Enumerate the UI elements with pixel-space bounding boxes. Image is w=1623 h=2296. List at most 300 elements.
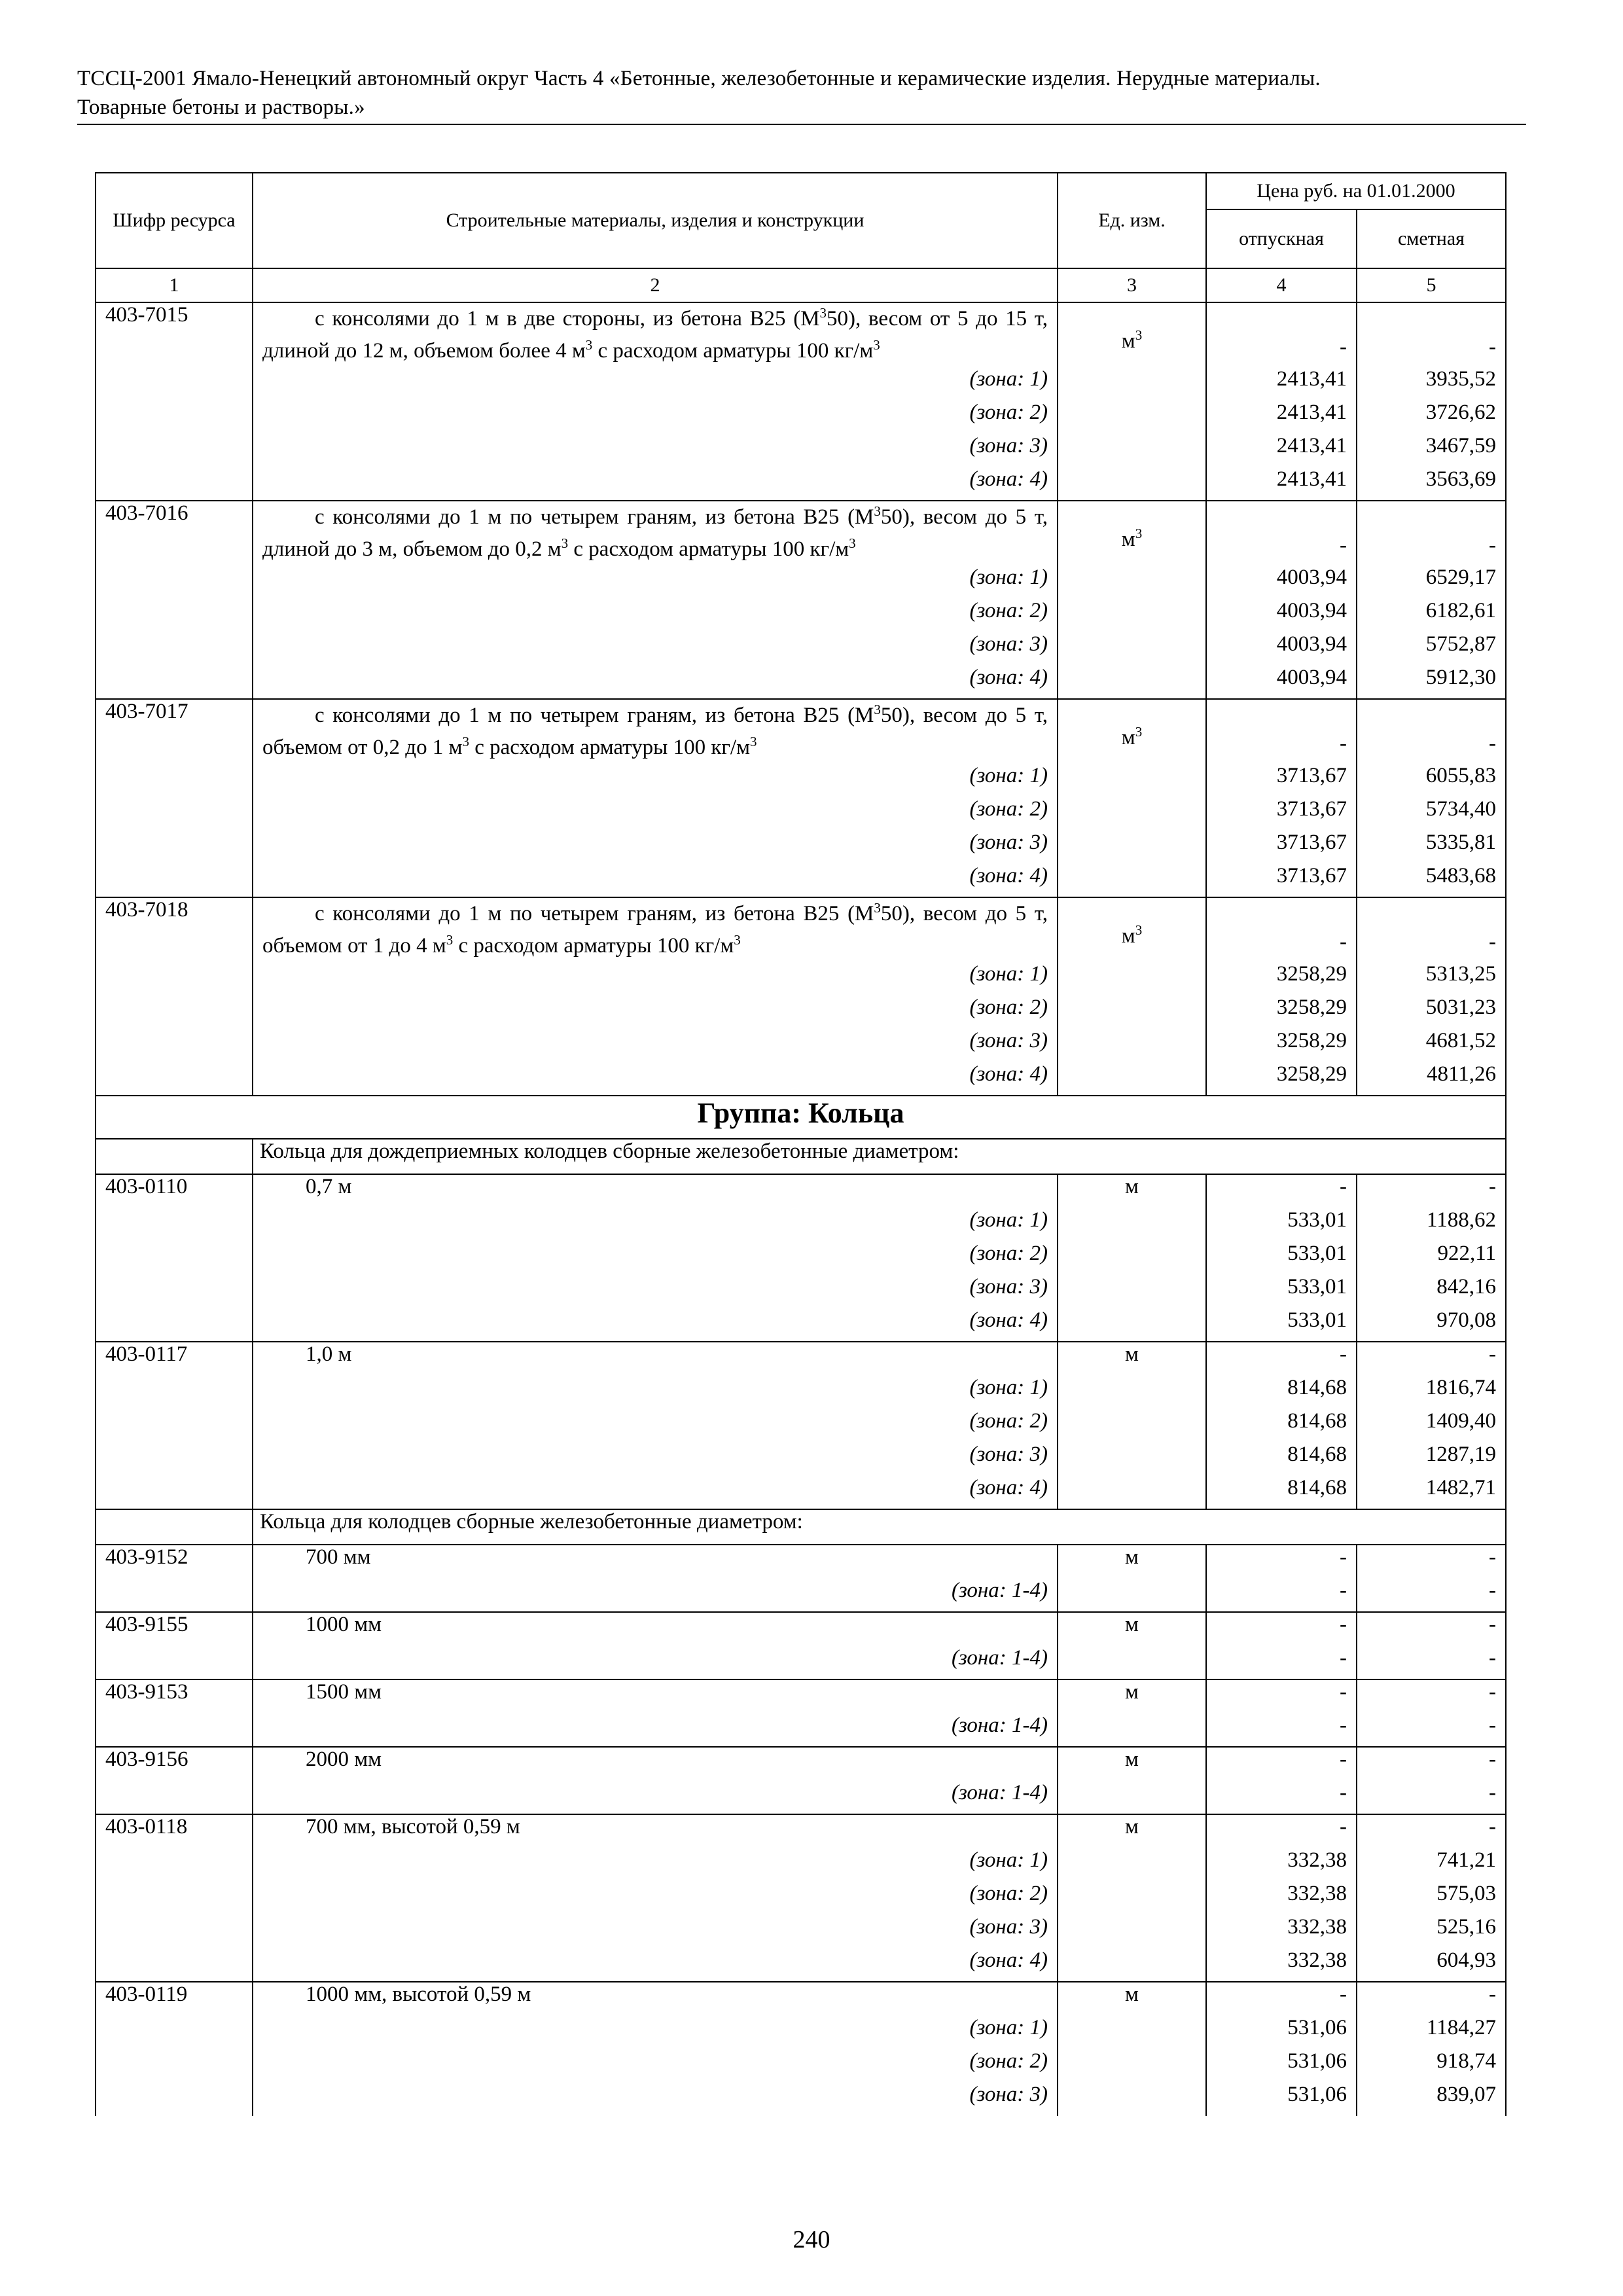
release-price: - (1206, 1342, 1357, 1376)
col-header-code: Шифр ресурса (96, 173, 253, 268)
zone-release-price: 533,01 (1206, 1242, 1357, 1275)
resource-code: 403-7015 (96, 302, 253, 367)
empty-cell (96, 1509, 253, 1545)
empty-cell (1058, 1579, 1206, 1612)
zone-estimate-price: - (1357, 1781, 1506, 1814)
resource-code: 403-7016 (96, 501, 253, 565)
item-row (96, 897, 1506, 962)
group-title-row (96, 1096, 1506, 1139)
item-row (96, 1814, 1506, 1848)
zone-row (96, 1029, 1506, 1062)
zone-release-price: 533,01 (1206, 1208, 1357, 1242)
zone-label: (зона: 2) (253, 996, 1058, 1029)
col-header-price-group: Цена руб. на 01.01.2000 (1206, 173, 1506, 209)
estimate-price: - (1357, 501, 1506, 565)
estimate-price: - (1357, 897, 1506, 962)
description-superscript: 3 (462, 734, 469, 749)
zone-estimate-price: 3563,69 (1357, 467, 1506, 501)
item-row (96, 1342, 1506, 1376)
release-price: - (1206, 302, 1357, 367)
empty-cell (1058, 1275, 1206, 1308)
subheading-row (96, 1509, 1506, 1545)
zone-estimate-price: 1188,62 (1357, 1208, 1506, 1242)
empty-cell (1058, 2049, 1206, 2083)
description-text: 50), весом до 5 т, объемом от 0,2 до 1 м (262, 704, 1048, 759)
empty-cell (96, 1409, 253, 1443)
zone-release-price: 3713,67 (1206, 797, 1357, 831)
description-superscript: 3 (734, 932, 741, 948)
resource-code: 403-0119 (96, 1982, 253, 2016)
unit-cell (1058, 699, 1206, 764)
unit-cell: м (1058, 1342, 1206, 1376)
zone-row (96, 2083, 1506, 2116)
empty-cell (96, 1713, 253, 1747)
description-text: с расходом арматуры 100 кг/м (453, 934, 734, 958)
empty-cell (96, 1646, 253, 1679)
zone-estimate-price: 1482,71 (1357, 1476, 1506, 1509)
zone-label: (зона: 2) (253, 1242, 1058, 1275)
zone-release-price: 531,06 (1206, 2083, 1357, 2116)
description-superscript: 3 (874, 503, 881, 519)
estimate-price: - (1357, 1679, 1506, 1713)
empty-cell (96, 1781, 253, 1814)
item-row (96, 699, 1506, 764)
zone-release-price: 814,68 (1206, 1409, 1357, 1443)
empty-cell (96, 1443, 253, 1476)
zone-label: (зона: 3) (253, 831, 1058, 864)
resource-code: 403-7017 (96, 699, 253, 764)
zone-row (96, 1242, 1506, 1275)
running-header (77, 64, 1526, 122)
zone-release-price: 4003,94 (1206, 565, 1357, 599)
empty-cell (96, 1579, 253, 1612)
zone-estimate-price: 3726,62 (1357, 401, 1506, 434)
zone-row (96, 565, 1506, 599)
empty-cell (96, 666, 253, 699)
zone-row (96, 1409, 1506, 1443)
col-number: 3 (1058, 268, 1206, 302)
empty-cell (1058, 1208, 1206, 1242)
zone-release-price: 4003,94 (1206, 632, 1357, 666)
empty-cell (96, 367, 253, 401)
zone-estimate-price: 5752,87 (1357, 632, 1506, 666)
estimate-price: - (1357, 1747, 1506, 1781)
zone-release-price: 332,38 (1206, 1948, 1357, 1982)
description-text: 50), весом от 5 до 15 т, длиной до 12 м, объемом более 4 м (262, 307, 1048, 363)
description-superscript: 3 (819, 305, 827, 321)
zone-release-price: 3258,29 (1206, 1062, 1357, 1096)
empty-cell (1058, 1646, 1206, 1679)
page-number: 240 (793, 2226, 830, 2253)
zone-estimate-price: 525,16 (1357, 1915, 1506, 1948)
description-superscript: 3 (585, 337, 593, 353)
zone-release-price: - (1206, 1579, 1357, 1612)
zone-release-price: 3713,67 (1206, 864, 1357, 897)
header-rule (77, 124, 1526, 125)
estimate-price: - (1357, 1342, 1506, 1376)
unit-cell (1058, 302, 1206, 367)
item-row (96, 1679, 1506, 1713)
empty-cell (1058, 1443, 1206, 1476)
zone-estimate-price: 604,93 (1357, 1948, 1506, 1982)
resource-code: 403-9152 (96, 1545, 253, 1579)
release-price: - (1206, 699, 1357, 764)
empty-cell (96, 434, 253, 467)
description-text: с расходом арматуры 100 кг/м (469, 736, 750, 759)
empty-cell (1058, 1476, 1206, 1509)
empty-cell (96, 467, 253, 501)
zone-row (96, 1579, 1506, 1612)
unit-cell: м (1058, 1814, 1206, 1848)
empty-cell (96, 831, 253, 864)
zone-estimate-price: 922,11 (1357, 1242, 1506, 1275)
description-superscript: 3 (874, 702, 881, 717)
zone-release-price: 814,68 (1206, 1376, 1357, 1409)
estimate-price: - (1357, 1612, 1506, 1646)
header-line-1: ТССЦ-2001 Ямало-Ненецкий автономный округ Часть 4 «Бетонные, железобетонные и керамические изделия. Нерудные материалы. (77, 67, 1321, 90)
empty-cell (1058, 831, 1206, 864)
empty-cell (1058, 599, 1206, 632)
zone-estimate-price: 575,03 (1357, 1882, 1506, 1915)
description-text: с консолями до 1 м в две стороны, из бетона В25 (М (315, 307, 820, 331)
item-name: 1000 мм, высотой 0,59 м (253, 1982, 1058, 2016)
empty-cell (1058, 1848, 1206, 1882)
zone-row (96, 831, 1506, 864)
unit-superscript: 3 (1135, 327, 1143, 343)
estimate-price: - (1357, 302, 1506, 367)
unit-cell: м (1058, 1982, 1206, 2016)
empty-cell (96, 797, 253, 831)
zone-release-price: 2413,41 (1206, 467, 1357, 501)
col-number: 1 (96, 268, 253, 302)
empty-cell (1058, 632, 1206, 666)
subheading: Кольца для дождеприемных колодцев сборные железобетонные диаметром: (253, 1139, 1506, 1174)
zone-estimate-price: 5335,81 (1357, 831, 1506, 864)
empty-cell (96, 1208, 253, 1242)
empty-cell (96, 1029, 253, 1062)
col-number: 4 (1206, 268, 1357, 302)
subheading-row (96, 1139, 1506, 1174)
zone-label: (зона: 2) (253, 1409, 1058, 1443)
zone-estimate-price: 5734,40 (1357, 797, 1506, 831)
zone-label: (зона: 1) (253, 1376, 1058, 1409)
empty-cell (1058, 2083, 1206, 2116)
resource-code: 403-0110 (96, 1174, 253, 1208)
empty-cell (1058, 962, 1206, 996)
description-superscript: 3 (749, 734, 757, 749)
zone-release-price: 3258,29 (1206, 996, 1357, 1029)
empty-cell (1058, 1882, 1206, 1915)
subheading: Кольца для колодцев сборные железобетонные диаметром: (253, 1509, 1506, 1545)
unit-text: м (1121, 924, 1135, 948)
zone-row (96, 1376, 1506, 1409)
zone-label: (зона: 2) (253, 2049, 1058, 2083)
zone-row (96, 2016, 1506, 2049)
zone-row (96, 2049, 1506, 2083)
empty-cell (1058, 764, 1206, 797)
empty-cell (1058, 996, 1206, 1029)
item-row (96, 1545, 1506, 1579)
empty-cell (96, 1476, 253, 1509)
zone-label: (зона: 1) (253, 1848, 1058, 1882)
zone-row (96, 401, 1506, 434)
zone-row (96, 1848, 1506, 1882)
empty-cell (96, 1062, 253, 1096)
zone-estimate-price: 5313,25 (1357, 962, 1506, 996)
empty-cell (1058, 565, 1206, 599)
col-header-name: Строительные материалы, изделия и конструкции (253, 173, 1058, 268)
zone-estimate-price: - (1357, 1646, 1506, 1679)
description-text: с консолями до 1 м по четырем граням, из бетона В25 (М (315, 505, 874, 529)
empty-cell (1058, 1713, 1206, 1747)
zone-release-price: 332,38 (1206, 1848, 1357, 1882)
zone-row (96, 1275, 1506, 1308)
zone-row (96, 434, 1506, 467)
empty-cell (96, 401, 253, 434)
zone-release-price: - (1206, 1713, 1357, 1747)
empty-cell (1058, 2016, 1206, 2049)
empty-cell (1058, 467, 1206, 501)
zone-label: (зона: 2) (253, 1882, 1058, 1915)
zone-row (96, 632, 1506, 666)
release-price: - (1206, 1174, 1357, 1208)
empty-cell (96, 565, 253, 599)
description-text: 50), весом до 5 т, объемом от 1 до 4 м (262, 902, 1048, 958)
zone-label: (зона: 4) (253, 1062, 1058, 1096)
estimate-price: - (1357, 1814, 1506, 1848)
estimate-price: - (1357, 1174, 1506, 1208)
zone-estimate-price: 1816,74 (1357, 1376, 1506, 1409)
description-text: с консолями до 1 м по четырем граням, из бетона В25 (М (315, 902, 874, 925)
zone-row (96, 1882, 1506, 1915)
resource-code: 403-9153 (96, 1679, 253, 1713)
zone-label: (зона: 3) (253, 2083, 1058, 2116)
empty-cell (1058, 797, 1206, 831)
empty-cell (96, 764, 253, 797)
zone-label: (зона: 3) (253, 632, 1058, 666)
zone-label: (зона: 1-4) (253, 1579, 1058, 1612)
release-price: - (1206, 1747, 1357, 1781)
empty-cell (96, 864, 253, 897)
zone-release-price: 814,68 (1206, 1476, 1357, 1509)
empty-cell (96, 996, 253, 1029)
zone-label: (зона: 3) (253, 1275, 1058, 1308)
empty-cell (96, 1308, 253, 1342)
item-description (253, 699, 1058, 764)
zone-estimate-price: 6055,83 (1357, 764, 1506, 797)
unit-cell: м (1058, 1747, 1206, 1781)
empty-cell (96, 1882, 253, 1915)
release-price: - (1206, 1679, 1357, 1713)
empty-cell (96, 1139, 253, 1174)
zone-row (96, 1713, 1506, 1747)
item-name: 1000 мм (253, 1612, 1058, 1646)
empty-cell (1058, 1948, 1206, 1982)
col-number: 2 (253, 268, 1058, 302)
zone-label: (зона: 1-4) (253, 1781, 1058, 1814)
zone-row (96, 599, 1506, 632)
zone-label: (зона: 1-4) (253, 1713, 1058, 1747)
zone-estimate-price: 3467,59 (1357, 434, 1506, 467)
zone-estimate-price: 4811,26 (1357, 1062, 1506, 1096)
empty-cell (96, 1376, 253, 1409)
zone-release-price: 332,38 (1206, 1882, 1357, 1915)
item-row (96, 1747, 1506, 1781)
empty-cell (96, 2016, 253, 2049)
zone-row (96, 1062, 1506, 1096)
zone-label: (зона: 2) (253, 797, 1058, 831)
zone-label: (зона: 1) (253, 764, 1058, 797)
zone-label: (зона: 3) (253, 1915, 1058, 1948)
zone-row (96, 1308, 1506, 1342)
zone-estimate-price: 5912,30 (1357, 666, 1506, 699)
zone-release-price: 531,06 (1206, 2049, 1357, 2083)
description-text: с расходом арматуры 100 кг/м (568, 537, 849, 561)
zone-release-price: 3258,29 (1206, 962, 1357, 996)
empty-cell (96, 962, 253, 996)
zone-estimate-price: 5031,23 (1357, 996, 1506, 1029)
description-superscript: 3 (874, 900, 881, 916)
unit-cell: м (1058, 1612, 1206, 1646)
empty-cell (1058, 864, 1206, 897)
unit-text: м (1121, 528, 1135, 551)
zone-row (96, 467, 1506, 501)
estimate-price: - (1357, 1545, 1506, 1579)
zone-label: (зона: 1) (253, 367, 1058, 401)
zone-release-price: 533,01 (1206, 1308, 1357, 1342)
zone-row (96, 1781, 1506, 1814)
zone-label: (зона: 3) (253, 1029, 1058, 1062)
item-description (253, 897, 1058, 962)
empty-cell (1058, 1376, 1206, 1409)
empty-cell (96, 1915, 253, 1948)
release-price: - (1206, 1982, 1357, 2016)
zone-release-price: 533,01 (1206, 1275, 1357, 1308)
unit-superscript: 3 (1135, 724, 1143, 740)
zone-label: (зона: 1) (253, 565, 1058, 599)
release-price: - (1206, 897, 1357, 962)
column-number-row (96, 268, 1506, 302)
item-name: 0,7 м (253, 1174, 1058, 1208)
empty-cell (96, 2049, 253, 2083)
zone-row (96, 1646, 1506, 1679)
unit-cell: м (1058, 1545, 1206, 1579)
empty-cell (1058, 1029, 1206, 1062)
empty-cell (1058, 1915, 1206, 1948)
item-row (96, 1174, 1506, 1208)
col-header-release: отпускная (1206, 209, 1357, 268)
zone-release-price: 531,06 (1206, 2016, 1357, 2049)
zone-estimate-price: 741,21 (1357, 1848, 1506, 1882)
zone-release-price: 332,38 (1206, 1915, 1357, 1948)
description-superscript: 3 (873, 337, 880, 353)
zone-estimate-price: 1409,40 (1357, 1409, 1506, 1443)
zone-label: (зона: 1) (253, 2016, 1058, 2049)
estimate-price: - (1357, 1982, 1506, 2016)
release-price: - (1206, 1545, 1357, 1579)
zone-release-price: - (1206, 1646, 1357, 1679)
zone-estimate-price: - (1357, 1713, 1506, 1747)
zone-row (96, 367, 1506, 401)
col-header-unit: Ед. изм. (1058, 173, 1206, 268)
empty-cell (96, 632, 253, 666)
item-name: 700 мм, высотой 0,59 м (253, 1814, 1058, 1848)
release-price: - (1206, 1814, 1357, 1848)
unit-cell (1058, 501, 1206, 565)
zone-row (96, 1915, 1506, 1948)
zone-release-price: 2413,41 (1206, 434, 1357, 467)
group-title: Группа: Кольца (96, 1096, 1506, 1139)
price-table-body (96, 173, 1506, 2116)
zone-label: (зона: 3) (253, 434, 1058, 467)
item-row (96, 501, 1506, 565)
unit-cell: м (1058, 1679, 1206, 1713)
item-row (96, 1982, 1506, 2016)
empty-cell (96, 1242, 253, 1275)
unit-text: м (1121, 329, 1135, 353)
empty-cell (1058, 1308, 1206, 1342)
zone-release-price: 3713,67 (1206, 831, 1357, 864)
zone-label: (зона: 1) (253, 1208, 1058, 1242)
zone-release-price: 3258,29 (1206, 1029, 1357, 1062)
zone-estimate-price: 970,08 (1357, 1308, 1506, 1342)
zone-label: (зона: 4) (253, 1308, 1058, 1342)
empty-cell (96, 2083, 253, 2116)
zone-release-price: - (1206, 1781, 1357, 1814)
zone-row (96, 797, 1506, 831)
description-superscript: 3 (561, 535, 569, 551)
empty-cell (1058, 1242, 1206, 1275)
empty-cell (1058, 367, 1206, 401)
zone-release-price: 4003,94 (1206, 666, 1357, 699)
zone-row (96, 996, 1506, 1029)
empty-cell (1058, 401, 1206, 434)
zone-label: (зона: 2) (253, 599, 1058, 632)
description-text: с консолями до 1 м по четырем граням, из бетона В25 (М (315, 704, 874, 727)
empty-cell (1058, 434, 1206, 467)
zone-estimate-price: 842,16 (1357, 1275, 1506, 1308)
zone-estimate-price: 4681,52 (1357, 1029, 1506, 1062)
resource-code: 403-0117 (96, 1342, 253, 1376)
zone-estimate-price: 6182,61 (1357, 599, 1506, 632)
unit-superscript: 3 (1135, 526, 1143, 541)
zone-label: (зона: 4) (253, 864, 1058, 897)
unit-text: м (1121, 726, 1135, 749)
resource-code: 403-9156 (96, 1747, 253, 1781)
item-description (253, 302, 1058, 367)
description-superscript: 3 (849, 535, 856, 551)
zone-release-price: 2413,41 (1206, 367, 1357, 401)
zone-label: (зона: 1-4) (253, 1646, 1058, 1679)
zone-row (96, 864, 1506, 897)
item-name: 1,0 м (253, 1342, 1058, 1376)
zone-release-price: 814,68 (1206, 1443, 1357, 1476)
zone-label: (зона: 1) (253, 962, 1058, 996)
zone-estimate-price: 1287,19 (1357, 1443, 1506, 1476)
zone-row (96, 1208, 1506, 1242)
zone-row (96, 1948, 1506, 1982)
release-price: - (1206, 501, 1357, 565)
item-row (96, 1612, 1506, 1646)
item-description (253, 501, 1058, 565)
description-superscript: 3 (446, 932, 454, 948)
item-row (96, 302, 1506, 367)
unit-cell (1058, 897, 1206, 962)
zone-label: (зона: 4) (253, 1948, 1058, 1982)
col-number: 5 (1357, 268, 1506, 302)
zone-estimate-price: 3935,52 (1357, 367, 1506, 401)
description-text: 50), весом до 5 т, длиной до 3 м, объемом до 0,2 м (262, 505, 1048, 561)
